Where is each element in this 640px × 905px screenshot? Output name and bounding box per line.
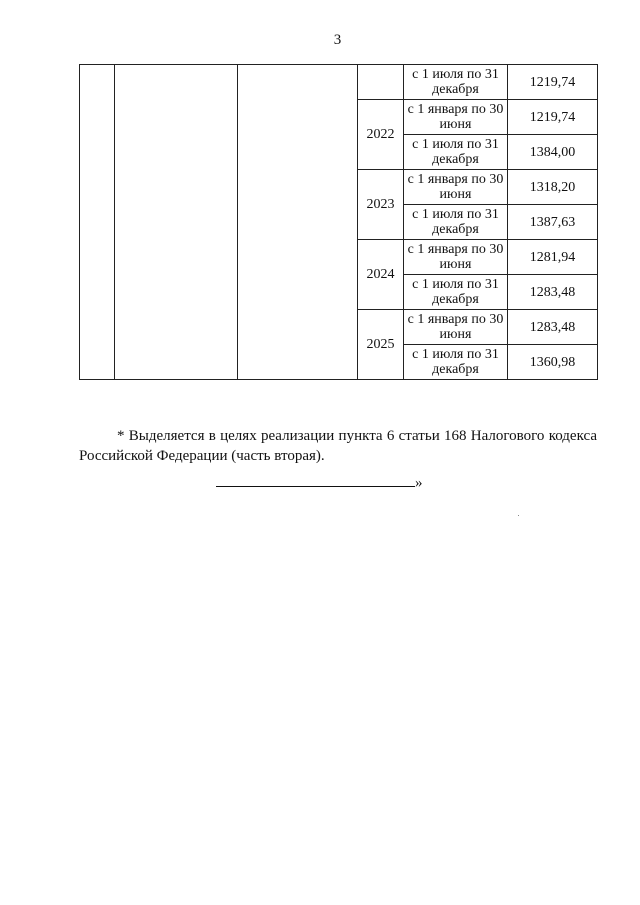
year-cell: 2025 (358, 310, 404, 380)
footnote: * Выделяется в целях реализации пункта 6 статьи 168 Налогового кодекса Российской Федерации (часть вторая). (79, 428, 597, 464)
scan-speck (518, 515, 519, 516)
empty-cell-name (115, 65, 238, 380)
value-cell: 1283,48 (508, 310, 598, 345)
page-number: 3 (333, 32, 342, 48)
closing-quote: » (415, 475, 423, 491)
value-cell: 1219,74 (508, 100, 598, 135)
year-cell (358, 65, 404, 100)
table-row (80, 65, 598, 100)
year-cell: 2024 (358, 240, 404, 310)
year-cell: 2022 (358, 100, 404, 170)
value-cell: 1281,94 (508, 240, 598, 275)
period-cell: с 1 июля по 31 декабря (404, 65, 508, 100)
period-cell: с 1 января по 30 июня (404, 310, 508, 345)
empty-cell-category (238, 65, 358, 380)
value-cell: 1360,98 (508, 345, 598, 380)
value-cell: 1283,48 (508, 275, 598, 310)
signature-rule (216, 474, 415, 487)
value-cell: 1318,20 (508, 170, 598, 205)
period-cell: с 1 января по 30 июня (404, 100, 508, 135)
period-cell: с 1 июля по 31 декабря (404, 345, 508, 380)
year-cell: 2023 (358, 170, 404, 240)
period-cell: с 1 июля по 31 декабря (404, 205, 508, 240)
value-cell: 1387,63 (508, 205, 598, 240)
period-cell: с 1 января по 30 июня (404, 240, 508, 275)
value-cell: 1219,74 (508, 65, 598, 100)
period-cell: с 1 июля по 31 декабря (404, 135, 508, 170)
value-cell: 1384,00 (508, 135, 598, 170)
closing-line (216, 474, 423, 492)
empty-cell-number (80, 65, 115, 380)
period-cell: с 1 июля по 31 декабря (404, 275, 508, 310)
tariff-table (79, 64, 598, 380)
period-cell: с 1 января по 30 июня (404, 170, 508, 205)
